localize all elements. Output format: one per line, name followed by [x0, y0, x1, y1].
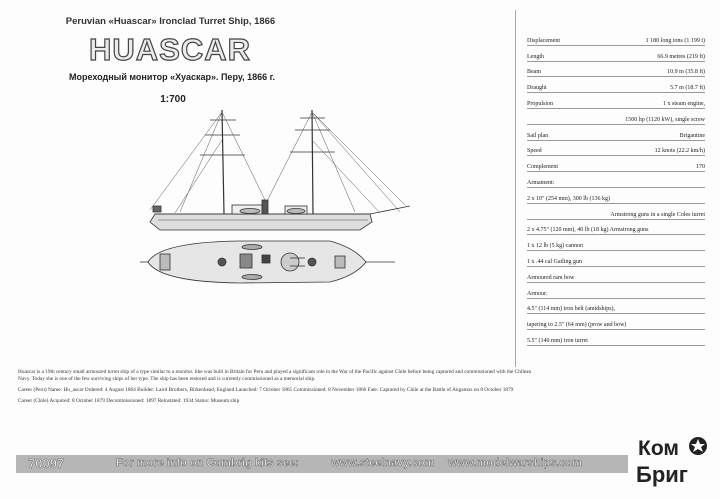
- spec-value: Brigantine: [679, 132, 705, 139]
- spec-row: [527, 299, 705, 315]
- career-chile: Career (Chile) Acquired: 8 October 1879 Decommissioned: 1897 Reinstated: 1934 Status: Museum ship: [18, 398, 240, 404]
- spec-row: [527, 267, 705, 283]
- spec-row: [527, 125, 705, 141]
- spec-value: 1 180 long tons (1 199 t): [645, 37, 705, 44]
- spec-row: [527, 172, 705, 188]
- description: [18, 369, 538, 409]
- spec-value: 12 knots (22.2 km/h): [654, 148, 705, 155]
- scale-label: 1:700: [160, 94, 186, 105]
- spec-label: Propulsion: [527, 100, 554, 107]
- spec-label: 4.5" (114 mm) iron belt (amidships),: [527, 306, 616, 313]
- description-paragraph: Huascar is a 19th century small armoured turret ship of a type similar to a monitor. She was built in Britain for Peru and played a significant role in the War of the Pacific against Chile before being captured and commissioned with the Chilean Navy. Today she is one of the few surviving ships of her type. The ship has been restored and is currently commissioned as a memorial ship.: [18, 369, 532, 382]
- spec-row: [527, 220, 705, 236]
- spec-label: Armoured ram bow: [527, 274, 575, 281]
- spec-row: [527, 93, 705, 109]
- spec-label: 2 x 10" (254 mm), 300 lb (136 kg): [527, 195, 610, 202]
- spec-label: Armament:: [527, 179, 555, 186]
- spec-row: [527, 188, 705, 204]
- spec-label: Beam: [527, 69, 541, 76]
- spec-value: 170: [696, 164, 705, 171]
- ship-subtitle: Peruvian «Huascar» Ironclad Turret Ship, 1866: [65, 16, 276, 27]
- website-link-modelwarships[interactable]: www.modelwarships.com: [448, 457, 583, 469]
- kit-code: 70097: [28, 456, 65, 471]
- spec-row: [527, 235, 705, 251]
- spec-label: Draught: [527, 85, 547, 92]
- combrig-logo: [634, 430, 712, 488]
- spec-row: [527, 156, 705, 172]
- footer-banner: [16, 455, 628, 473]
- spec-row: [527, 204, 705, 220]
- website-link-steelnavy[interactable]: www.steelnavy.com: [331, 457, 435, 469]
- specifications-table: [527, 30, 705, 346]
- spec-label: 1 x 12 lb (5 kg) cannon: [527, 243, 583, 250]
- deck-plan: [140, 241, 395, 283]
- spec-value: Armstrong guns in a single Coles turret: [610, 211, 705, 218]
- spec-row: [527, 283, 705, 299]
- fold-line: [515, 10, 516, 367]
- spec-label: Displacement: [527, 37, 560, 44]
- spec-label: Speed: [527, 148, 542, 155]
- logo-line2: Бриг: [636, 462, 688, 487]
- spec-value: 10.9 m (35.8 ft): [667, 69, 705, 76]
- ship-drawing: [0, 0, 520, 300]
- spec-value: 66.9 metres (219 ft): [657, 53, 705, 60]
- spec-value: 1 x steam engine,: [663, 100, 705, 107]
- spec-row: [527, 62, 705, 78]
- anchor-star-icon: [689, 437, 707, 455]
- spec-row: [527, 77, 705, 93]
- spec-row: [527, 330, 705, 346]
- spec-label: Length: [527, 53, 544, 60]
- spec-label: Complement: [527, 164, 558, 171]
- spec-row: [527, 314, 705, 330]
- spec-label: 5.5" (140 mm) iron turret: [527, 337, 588, 344]
- spec-label: 2 x 4.75" (120 mm), 40 lb (18 kg) Armstrong guns: [527, 227, 649, 234]
- spec-row: [527, 251, 705, 267]
- footer-info: For more info on Combrig kits see:: [116, 457, 299, 469]
- spec-row: [527, 46, 705, 62]
- spec-value: 5.7 m (18.7 ft): [670, 85, 705, 92]
- spec-row: [527, 109, 705, 125]
- spec-value: 1500 hp (1120 kW), single screw: [625, 116, 705, 123]
- spec-row: [527, 30, 705, 46]
- side-profile: [150, 110, 410, 230]
- spec-label: Sail plan: [527, 132, 549, 139]
- spec-label: 1 x .44 cal Gatling gun: [527, 258, 582, 265]
- logo-line1: Ком: [638, 437, 679, 460]
- spec-label: Armour:: [527, 290, 548, 297]
- ship-title-russian: Мореходный монитор «Хуаскар». Перу, 1866 г.: [68, 72, 276, 82]
- career-peru: Career (Peru) Name: Hu_ascar Ordered: 4 August 1864 Builder: Laird Brothers, Birkenhead, England Launched: 7 October 1865 Commissioned: 8 November 1866 Fate: Captured by Chile at the Battle of Angamos on 8 October 1879: [18, 387, 514, 393]
- ship-title: HUASCAR: [89, 32, 251, 67]
- spec-label: tapering to 2.5" (64 mm) (prow and bow): [527, 322, 627, 329]
- spec-row: [527, 141, 705, 157]
